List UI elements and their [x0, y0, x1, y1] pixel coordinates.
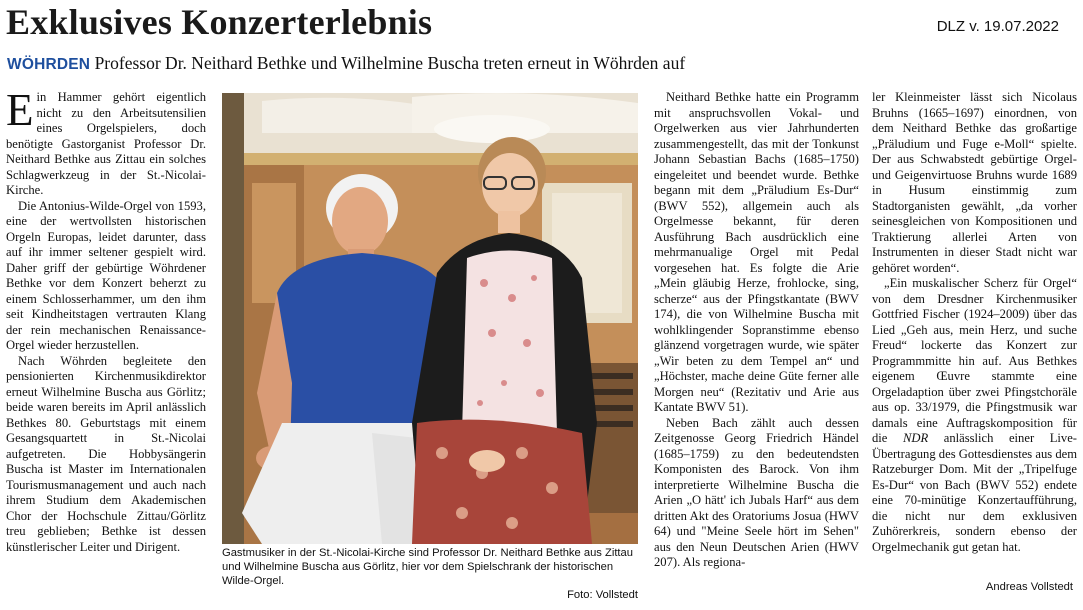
location-kicker: WÖHRDEN — [7, 56, 91, 73]
article-column-3 — [654, 90, 859, 571]
italic-text: NDR — [902, 431, 929, 445]
drop-cap: E — [6, 85, 34, 135]
author-byline: Andreas Vollstedt — [985, 581, 1073, 593]
article-column-1 — [6, 85, 206, 555]
paragraph: Nach Wöhrden begleitete den pensionierten Kirchenmusikdirektor erneut Wilhelmine Buscha aus Görlitz; beide waren bereits im April anlässlich Bethkes 80. Geburtstags mit einem Gesangsquartett in St.-Nicolai aufgetreten. Die Hobbysängerin Buscha ist Master im Internationalen Tourismusmanagement und auch nach ihrem Studium dem Akademischen Chor der Hochschule Zittau/Görlitz treu geblieben; Bethke ist dessen künstlerischer Leiter und Dirigent. — [6, 353, 206, 554]
photo-credit: Foto: Vollstedt — [567, 589, 638, 601]
publication-date: DLZ v. 19.07.2022 — [936, 18, 1059, 35]
paragraph-text: in Hammer gehört eigentlich nicht zu den Arbeitsutensilien eines Orgelspielers, doch benötigte Gastorganist Professor Dr. Neithard Bethke aus Zittau ein solches Schlagwerkzeug in der St.-Nicolai-Kirche. — [6, 90, 206, 197]
article-column-4 — [872, 90, 1077, 555]
caption-text: Gastmusiker in der St.-Nicolai-Kirche sind Professor Dr. Neithard Bethke aus Zittau und Wilhelmine Buscha aus Görlitz, hier vor dem Spielschrank der historischen Wilde-Orgel. — [222, 547, 633, 587]
paragraph: Die Antonius-Wilde-Orgel von 1593, eine der wertvollsten historischen Orgeln Europas, leidet darunter, dass auf ihr immer seltener gespielt wird. Daher griff der gebürtige Wöhrdener Bethke vor dem Konzert beherzt zu einem Schlosserhammer, um den ihm seit Kindheitstagen vertrauten Klang der rein mechanischen Renaissance-Orgel wieder herzustellen. — [6, 198, 206, 352]
headline: Exklusives Konzerterlebnis — [6, 2, 433, 42]
paragraph: Neben Bach zählt auch dessen Zeitgenosse Georg Friedrich Händel (1685–1759) zu den bedeutendsten Komponisten des Barock. Von ihm interpretierte Wilhelmine Buscha die Arien „O hätt' ich Jubals Harf“ aus dem dritten Akt des Oratoriums Josua (HWV 64) und "Meine Seele hört im Sehen" aus den Neun Deutschen Arien (HWV 207). Als regiona- — [654, 415, 859, 569]
subheadline — [7, 51, 685, 77]
photo-caption — [222, 546, 638, 602]
paragraph: ler Kleinmeister lässt sich Nicolaus Bruhns (1665–1697) einordnen, von dem Neithard Bethke das großartige „Präludium und Fuge e-Moll“ spielte. Der aus Schwabstedt gebürtige Orgel- und Geigenvirtuose Bruhns wurde 1689 in Husum einstimmig zum Stadtorganisten gewählt, „da vorher seinesgleichen von Kompositionen und Traktierung allerlei Arten von Instrumenten in dieser Stadt nicht war gehöret worden“. — [872, 90, 1077, 275]
photo-musicians-at-organ — [222, 93, 638, 544]
paragraph-text: anlässlich einer Live-Übertragung des Gottesdienstes aus dem Ratzeburger Dom. Mit der „Tripelfuge Es-Dur“ von Bach (BWV 552) endete eine 70-minütige Konzertaufführung, die nicht nur dem exklusiven Zuhörerkreis, sondern ebenso der Orgelmechanik gut getan hat. — [872, 431, 1077, 554]
subheadline-text: Professor Dr. Neithard Bethke und Wilhelmine Buscha treten erneut in Wöhrden auf — [94, 53, 686, 73]
article-photo — [222, 93, 638, 544]
paragraph — [872, 276, 1077, 555]
paragraph-text: „Ein muskalischer Scherz für Orgel“ von dem Dresdner Kirchenmusiker Gottfried Fischer (1924–2009) über das Lied „Geh aus, mein Herz, und suche Freud“ lockerte das Konzert zur Programmmitte hin auf. Aus Bethkes eigenem Œuvre stammte eine Orgeladaption über zwei Pfingstchoräle aus op. 33/1979, die Pfingstmusik war damals eine Auftragskomposition für die — [872, 276, 1077, 445]
paragraph: Neithard Bethke hatte ein Programm mit anspruchsvollen Vokal- und Orgelwerken aus vier Jahrhunderten zusammengestellt, das mit der Tonkunst Johann Sebastian Bachs (1685–1750) eingeleitet und beendet wurde. Bethke begann mit dem „Präludium Es-Dur“ (BWV 552), allgemein auch als Orgelmesse bekannt, für deren Ausführung Bach ausdrücklich eine mehrmanualige Orgel mit Pedal vorgesehen hat. Es folgte die Arie „Mein gläubig Herze, frohlocke, sing, scherze“ aus der Pfingstkantate (BWV 174), die von Wilhelmine Buscha mit wohlklingender Sopranstimme ebenso glänzend vorgetragen wurde, wie später „Wir beten zu dem Tempel an“ und „Höchster, mache deine Güte ferner alle Morgen neu“ (Rezitativ und Arie aus Kantate BWV 51). — [654, 90, 859, 414]
paragraph — [6, 85, 206, 199]
